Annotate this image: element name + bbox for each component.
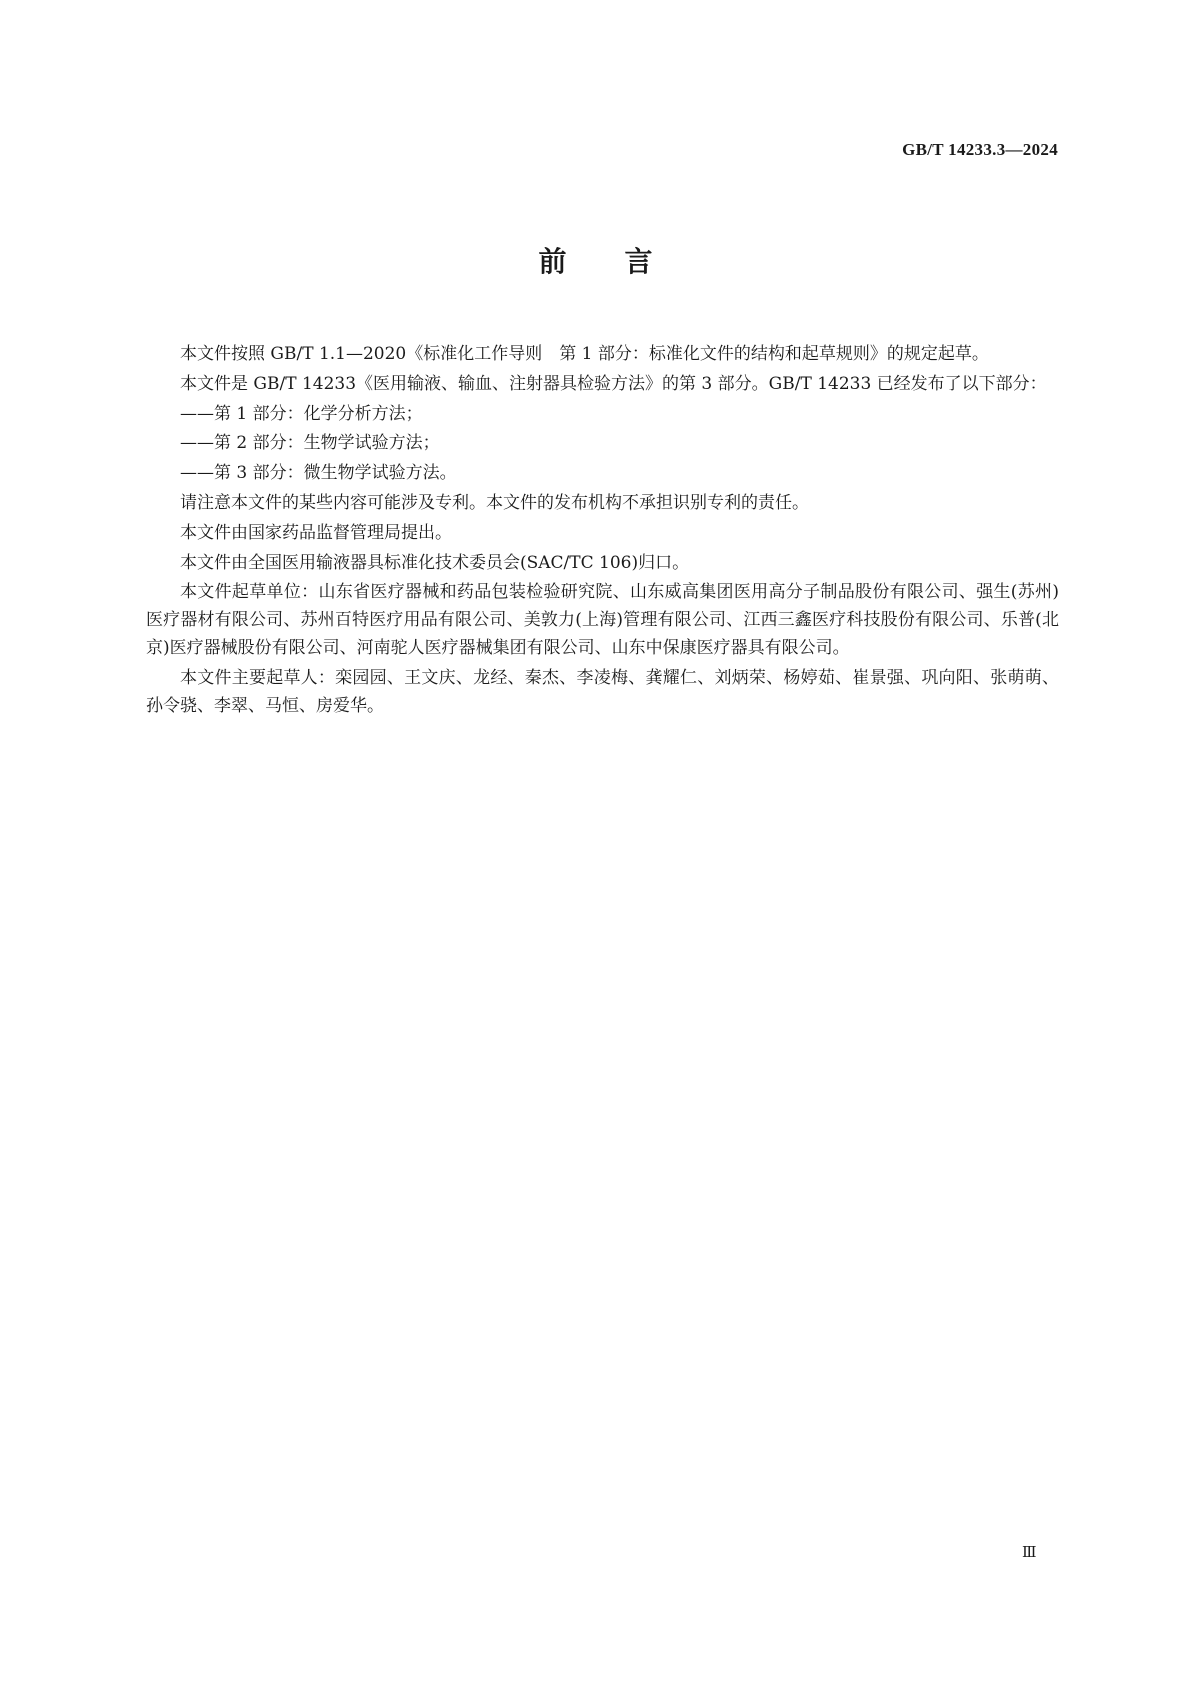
standard-code: GB/T 14233.3—2024 [902,140,1058,159]
paragraph-series-parts: 本文件是 GB/T 14233《医用输液、输血、注射器具检验方法》的第 3 部分。GB/T 14233 已经发布了以下部分： [180,373,1047,394]
paragraph-drafting-units: 本文件起草单位：山东省医疗器械和药品包装检验研究院、山东威高集团医用高分子制品股份有限公司、强生(苏州)医疗器材有限公司、苏州百特医疗用品有限公司、美敦力(上海)管理有限公司、江西三鑫医疗科技股份有限公司、乐普(北京)医疗器械股份有限公司、河南驼人医疗器械集团有限公司、山东中保康医疗器具有限公司。 [146,582,1059,659]
paragraph-technical-committee: 本文件由全国医用输液器具标准化技术委员会(SAC/TC 106)归口。 [180,552,690,573]
list-item-part-3: ——第 3 部分：微生物学试验方法。 [180,463,457,484]
paragraph-drafting-rules: 本文件按照 GB/T 1.1—2020《标准化工作导则 第 1 部分：标准化文件的结构和起草规则》的规定起草。 [180,344,989,364]
list-item-part-1: ——第 1 部分：化学分析方法； [180,403,423,424]
paragraph-proposer: 本文件由国家药品监督管理局提出。 [180,522,452,543]
foreword-body [146,340,1059,722]
list-item-part-2: ——第 2 部分：生物学试验方法； [180,433,440,454]
title-char-2: 言 [624,245,653,278]
page-title [0,240,1191,280]
paragraph-patent-notice: 请注意本文件的某些内容可能涉及专利。本文件的发布机构不承担识别专利的责任。 [180,492,809,513]
page-number: Ⅲ [1022,1545,1037,1561]
title-char-1: 前 [538,245,567,278]
paragraph-drafters: 本文件主要起草人：栾园园、王文庆、龙经、秦杰、李凌梅、龚耀仁、刘炳荣、杨婷茹、崔景强、巩向阳、张萌萌、孙令骁、李翠、马恒、房爱华。 [146,668,1059,717]
